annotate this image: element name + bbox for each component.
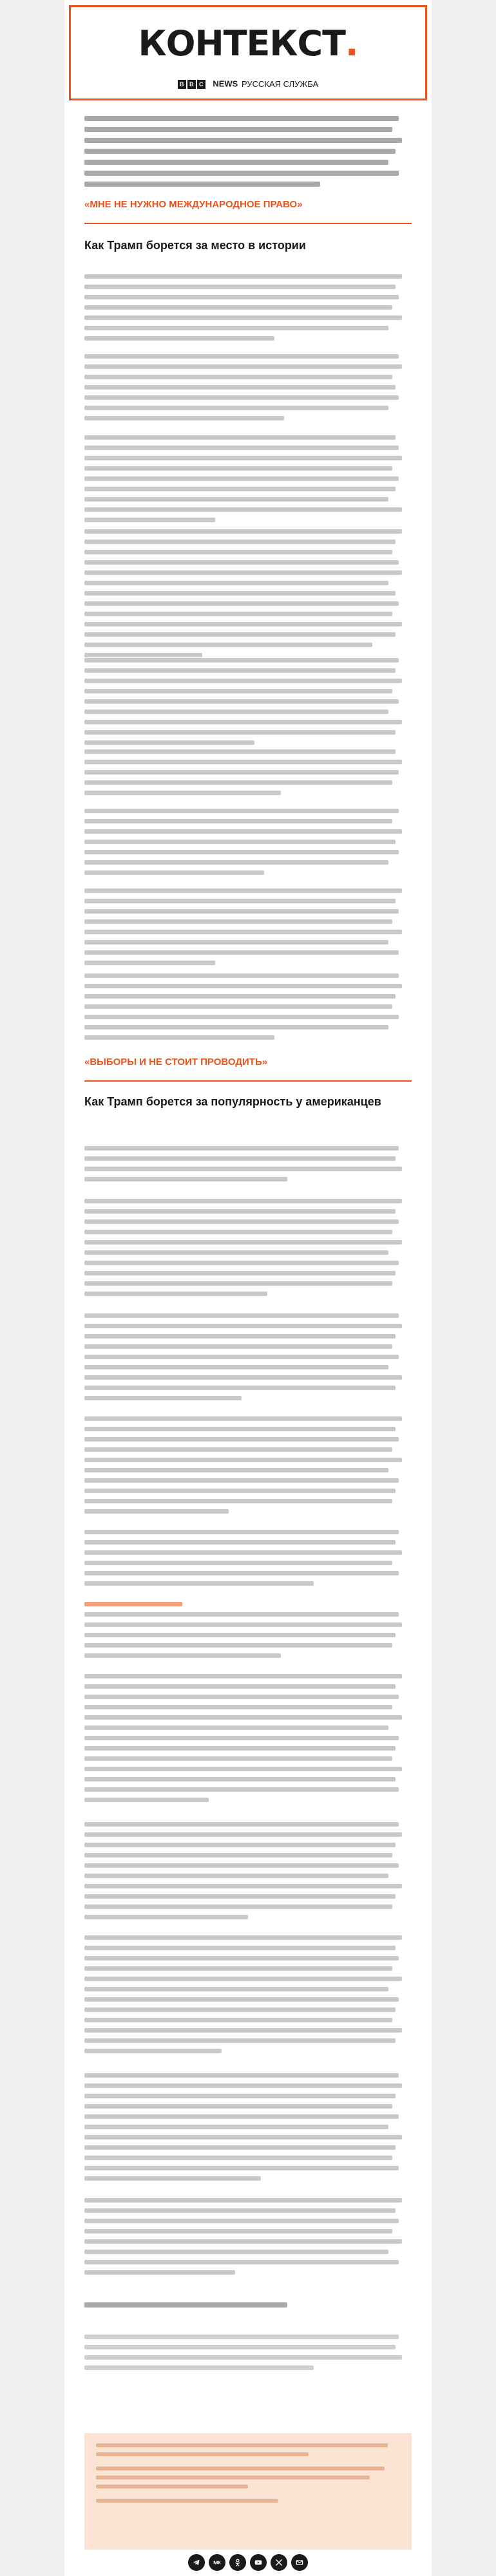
social-links (0, 2553, 496, 2572)
footer-notice (84, 2433, 412, 2550)
article-paragraph (84, 973, 412, 1040)
article-paragraph (84, 658, 412, 745)
email-icon[interactable] (291, 2554, 308, 2571)
bbc-letter: C (197, 80, 205, 89)
section-divider (84, 223, 412, 224)
bbc-brand-line (71, 78, 425, 90)
telegram-icon[interactable] (188, 2554, 205, 2571)
article-paragraph (84, 888, 412, 965)
article-paragraph (84, 1822, 412, 1919)
section-heading: Как Трамп борется за популярность у американцев (84, 1095, 381, 1108)
article-paragraph (84, 354, 412, 420)
section-heading-block (84, 1093, 412, 1111)
article-paragraph (84, 749, 412, 795)
article-paragraph (84, 435, 412, 522)
logo-text: КОНТЕКСТ (138, 23, 346, 64)
news-word: NEWS (213, 79, 238, 89)
sign-off (84, 2302, 412, 2308)
intro-paragraph (84, 116, 412, 187)
article-paragraph (84, 2198, 412, 2275)
newsletter-logo (71, 23, 425, 64)
article-paragraph (84, 1313, 412, 1400)
bbc-logo (178, 79, 207, 90)
odnoklassniki-icon[interactable] (229, 2554, 246, 2571)
masthead (69, 5, 427, 100)
article-paragraph (84, 1602, 412, 1658)
telegram-note (96, 2499, 400, 2503)
section-heading-block (84, 237, 412, 254)
article-paragraph (84, 809, 412, 875)
pull-quote (84, 198, 412, 211)
access-note (96, 2467, 400, 2488)
pull-quote-text: «ВЫБОРЫ И НЕ СТОИТ ПРОВОДИТЬ» (84, 1057, 268, 1067)
bbc-letter: B (187, 80, 196, 89)
article-paragraph (84, 1530, 412, 1586)
article-paragraph (84, 1416, 412, 1514)
youtube-icon[interactable] (250, 2554, 267, 2571)
section-divider (84, 1080, 412, 1082)
x-icon[interactable] (271, 2554, 287, 2571)
article-paragraph (84, 1674, 412, 1802)
vk-icon[interactable] (209, 2554, 225, 2571)
section-heading: Как Трамп борется за место в истории (84, 239, 306, 252)
article-paragraph (84, 274, 412, 341)
service-name: РУССКАЯ СЛУЖБА (241, 79, 319, 89)
pull-quote-text: «МНЕ НЕ НУЖНО МЕЖДУНАРОДНОЕ ПРАВО» (84, 199, 303, 210)
article-paragraph (84, 1199, 412, 1296)
forward-note (96, 2443, 400, 2456)
article-paragraph (84, 1146, 412, 1181)
foreign-agent-note (84, 2335, 412, 2370)
article-paragraph (84, 1935, 412, 2053)
article-paragraph (84, 529, 412, 657)
article-paragraph (84, 2073, 412, 2181)
logo-dot: . (345, 23, 358, 64)
pull-quote (84, 1056, 412, 1069)
bbc-letter: B (178, 80, 186, 89)
